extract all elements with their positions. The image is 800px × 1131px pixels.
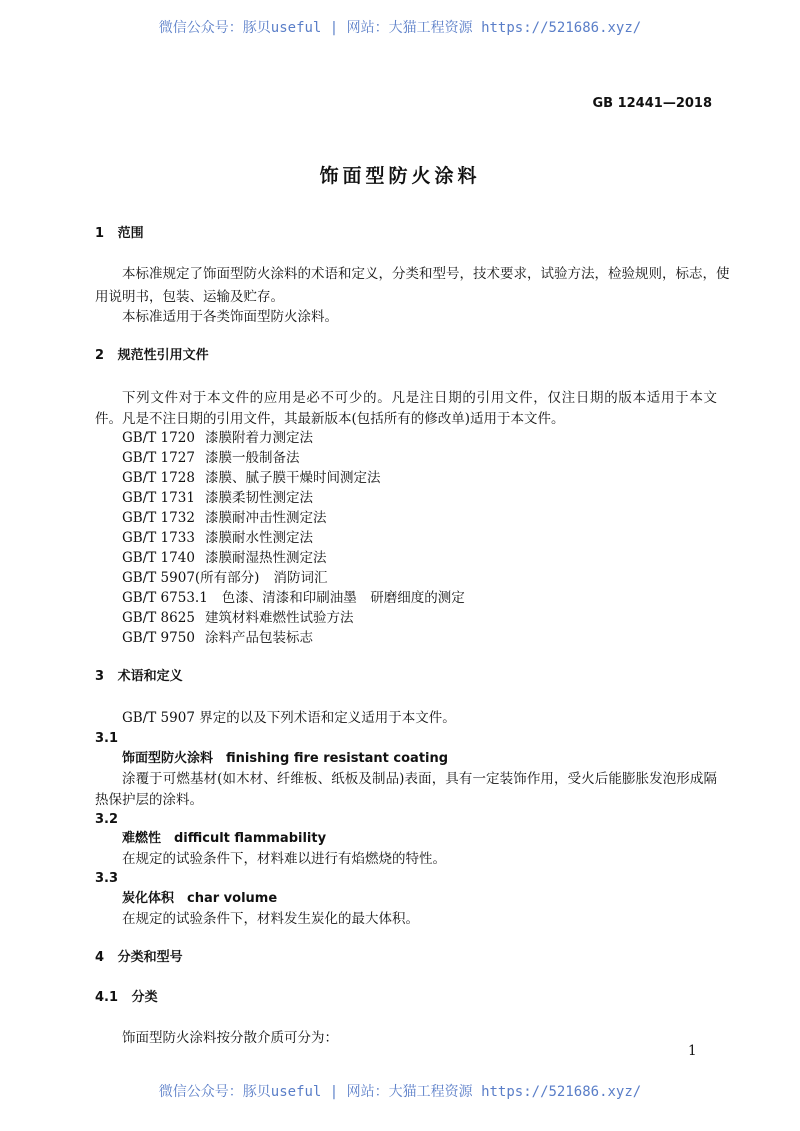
section-2-heading: 2 规范性引用文件 bbox=[95, 348, 209, 363]
term-title: 炭化体积 char volume bbox=[122, 891, 278, 906]
reference-item bbox=[122, 429, 313, 447]
term-definition: 涂覆于可燃基材(如木材、纤维板、纸板及制品)表面，具有一定装饰作用，受火后能膨胀发泡形成隔 bbox=[122, 771, 717, 787]
reference-title: 漆膜耐冲击性测定法 bbox=[205, 510, 327, 526]
standard-code: GB 12441—2018 bbox=[592, 96, 712, 111]
section-3-heading: 3 术语和定义 bbox=[95, 669, 183, 684]
reference-code: GB/T 1733 bbox=[122, 530, 195, 546]
watermark-top: 微信公众号：豚贝useful | 网站：大猫工程资源 https://521686.xyz/ bbox=[158, 20, 642, 36]
document-title: 饰面型防火涂料 bbox=[319, 165, 481, 187]
reference-code: GB/T 5907(所有部分) bbox=[122, 570, 260, 586]
term-definition: 在规定的试验条件下，材料难以进行有焰燃烧的特性。 bbox=[122, 851, 446, 867]
term-title: 难燃性 difficult flammability bbox=[122, 831, 327, 846]
reference-code: GB/T 1727 bbox=[122, 450, 195, 466]
paragraph: 本标准适用于各类饰面型防火涂料。 bbox=[122, 309, 338, 325]
reference-code: GB/T 1732 bbox=[122, 510, 195, 526]
reference-title: 涂料产品包装标志 bbox=[205, 630, 313, 646]
reference-code: GB/T 1740 bbox=[122, 550, 195, 566]
paragraph: 本标准规定了饰面型防火涂料的术语和定义，分类和型号，技术要求，试验方法，检验规则，标志，使 bbox=[122, 266, 730, 282]
reference-title: 建筑材料难燃性试验方法 bbox=[205, 610, 354, 626]
reference-code: GB/T 6753.1 bbox=[122, 590, 208, 606]
paragraph: 下列文件对于本文件的应用是必不可少的。凡是注日期的引用文件，仅注日期的版本适用于本文 bbox=[122, 390, 717, 406]
reference-title: 漆膜一般制备法 bbox=[205, 450, 300, 466]
term-definition: 在规定的试验条件下，材料发生炭化的最大体积。 bbox=[122, 911, 419, 927]
reference-code: GB/T 1728 bbox=[122, 470, 195, 486]
reference-item bbox=[122, 509, 327, 527]
reference-item bbox=[122, 449, 300, 467]
reference-item bbox=[122, 489, 313, 507]
reference-code: GB/T 8625 bbox=[122, 610, 195, 626]
paragraph: 饰面型防火涂料按分散介质可分为： bbox=[122, 1030, 338, 1046]
paragraph: 用说明书，包装、运输及贮存。 bbox=[95, 289, 284, 305]
reference-item bbox=[122, 629, 313, 647]
paragraph: GB/T 5907 界定的以及下列术语和定义适用于本文件。 bbox=[122, 710, 456, 726]
reference-item bbox=[122, 469, 381, 487]
reference-title: 漆膜、腻子膜干燥时间测定法 bbox=[205, 470, 381, 486]
reference-code: GB/T 1720 bbox=[122, 430, 195, 446]
reference-title: 漆膜耐水性测定法 bbox=[205, 530, 313, 546]
reference-code: GB/T 9750 bbox=[122, 630, 195, 646]
paragraph: 件。凡是不注日期的引用文件，其最新版本(包括所有的修改单)适用于本文件。 bbox=[95, 411, 565, 427]
reference-code: GB/T 1731 bbox=[122, 490, 195, 506]
section-4-1-heading: 4.1 分类 bbox=[95, 990, 158, 1005]
reference-title: 漆膜柔韧性测定法 bbox=[205, 490, 313, 506]
watermark-bottom: 微信公众号：豚贝useful | 网站：大猫工程资源 https://521686.xyz/ bbox=[158, 1084, 642, 1100]
term-number: 3.1 bbox=[95, 731, 119, 746]
term-number: 3.3 bbox=[95, 871, 119, 886]
reference-title: 漆膜附着力测定法 bbox=[205, 430, 313, 446]
page-number: 1 bbox=[688, 1043, 697, 1059]
section-4-heading: 4 分类和型号 bbox=[95, 950, 183, 965]
term-definition: 热保护层的涂料。 bbox=[95, 792, 203, 808]
term-number: 3.2 bbox=[95, 812, 119, 827]
reference-title: 消防词汇 bbox=[273, 570, 328, 586]
reference-item bbox=[122, 589, 465, 607]
section-1-heading: 1 范围 bbox=[95, 226, 144, 241]
reference-item bbox=[122, 569, 327, 587]
reference-item bbox=[122, 529, 313, 547]
reference-item bbox=[122, 549, 327, 567]
term-title: 饰面型防火涂料 finishing fire resistant coating bbox=[122, 751, 449, 766]
reference-item bbox=[122, 609, 354, 627]
reference-title: 色漆、清漆和印刷油墨 研磨细度的测定 bbox=[221, 590, 465, 606]
reference-title: 漆膜耐湿热性测定法 bbox=[205, 550, 327, 566]
